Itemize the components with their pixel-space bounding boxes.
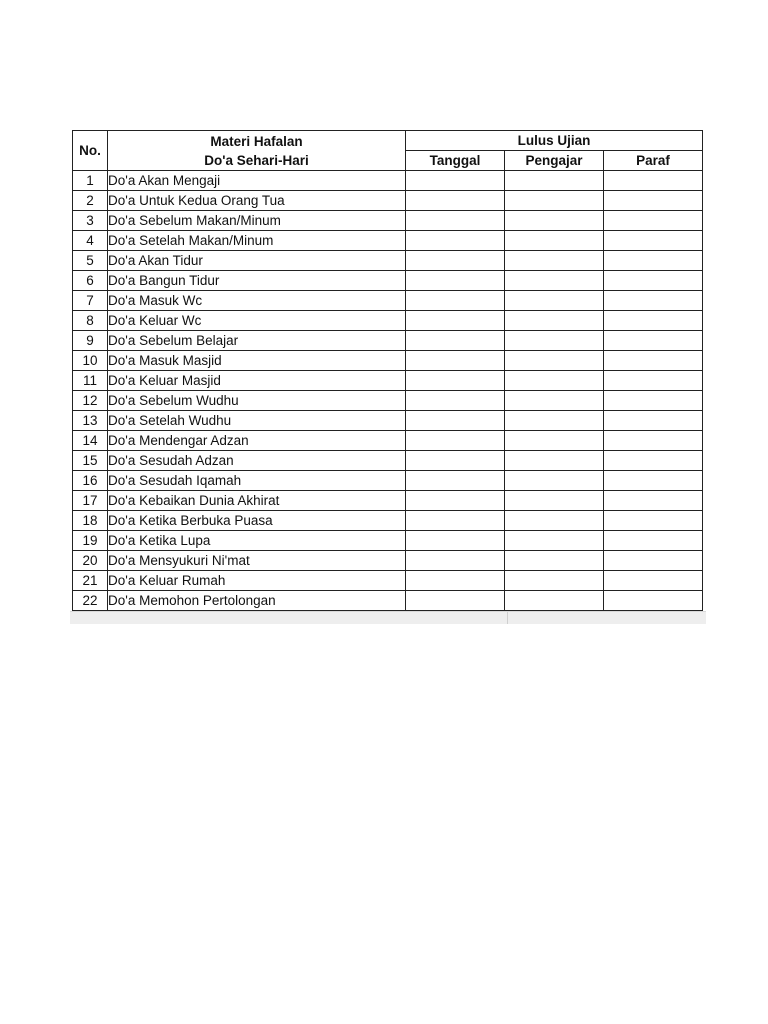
table-row	[73, 571, 703, 591]
row-number: 10	[73, 351, 108, 371]
row-materi: Do'a Sebelum Wudhu	[108, 391, 406, 411]
row-number: 19	[73, 531, 108, 551]
tanggal-cell	[406, 531, 505, 551]
row-number: 3	[73, 211, 108, 231]
table-row	[73, 391, 703, 411]
paraf-cell	[604, 591, 703, 611]
table-row	[73, 291, 703, 311]
table-row	[73, 591, 703, 611]
table-row	[73, 531, 703, 551]
tanggal-cell	[406, 391, 505, 411]
table-row	[73, 351, 703, 371]
tanggal-cell	[406, 251, 505, 271]
paraf-cell	[604, 551, 703, 571]
pengajar-cell	[505, 571, 604, 591]
pengajar-cell	[505, 511, 604, 531]
row-materi: Do'a Setelah Makan/Minum	[108, 231, 406, 251]
row-number: 15	[73, 451, 108, 471]
tanggal-cell	[406, 271, 505, 291]
pengajar-cell	[505, 251, 604, 271]
paraf-cell	[604, 291, 703, 311]
row-materi: Do'a Sesudah Adzan	[108, 451, 406, 471]
paraf-cell	[604, 431, 703, 451]
header-lulus-ujian: Lulus Ujian	[406, 131, 703, 151]
pengajar-cell	[505, 451, 604, 471]
table-row	[73, 271, 703, 291]
paraf-cell	[604, 511, 703, 531]
row-materi: Do'a Sesudah Iqamah	[108, 471, 406, 491]
tanggal-cell	[406, 451, 505, 471]
pengajar-cell	[505, 191, 604, 211]
paraf-cell	[604, 451, 703, 471]
row-number: 17	[73, 491, 108, 511]
pengajar-cell	[505, 411, 604, 431]
table-row	[73, 191, 703, 211]
table-header	[73, 131, 703, 171]
pengajar-cell	[505, 471, 604, 491]
table-row	[73, 251, 703, 271]
row-number: 16	[73, 471, 108, 491]
pengajar-cell	[505, 551, 604, 571]
memorization-sheet	[72, 130, 702, 611]
table-body	[73, 171, 703, 611]
row-materi: Do'a Keluar Masjid	[108, 371, 406, 391]
pengajar-cell	[505, 351, 604, 371]
row-materi: Do'a Masuk Masjid	[108, 351, 406, 371]
paraf-cell	[604, 531, 703, 551]
row-materi: Do'a Untuk Kedua Orang Tua	[108, 191, 406, 211]
row-materi: Do'a Setelah Wudhu	[108, 411, 406, 431]
table-row	[73, 511, 703, 531]
table-row	[73, 491, 703, 511]
pengajar-cell	[505, 491, 604, 511]
tanggal-cell	[406, 551, 505, 571]
hafalan-table	[72, 130, 703, 611]
row-number: 1	[73, 171, 108, 191]
pengajar-cell	[505, 531, 604, 551]
paraf-cell	[604, 171, 703, 191]
tanggal-cell	[406, 211, 505, 231]
pengajar-cell	[505, 231, 604, 251]
row-materi: Do'a Masuk Wc	[108, 291, 406, 311]
table-row	[73, 331, 703, 351]
row-materi: Do'a Kebaikan Dunia Akhirat	[108, 491, 406, 511]
pengajar-cell	[505, 371, 604, 391]
paraf-cell	[604, 371, 703, 391]
table-row	[73, 311, 703, 331]
table-row	[73, 411, 703, 431]
paraf-cell	[604, 191, 703, 211]
header-materi-line2: Do'a Sehari-Hari	[204, 152, 309, 168]
header-materi	[108, 131, 406, 171]
tanggal-cell	[406, 431, 505, 451]
pengajar-cell	[505, 211, 604, 231]
row-materi: Do'a Keluar Rumah	[108, 571, 406, 591]
paraf-cell	[604, 331, 703, 351]
tanggal-cell	[406, 511, 505, 531]
row-materi: Do'a Memohon Pertolongan	[108, 591, 406, 611]
header-tanggal: Tanggal	[406, 151, 505, 171]
row-materi: Do'a Mendengar Adzan	[108, 431, 406, 451]
row-materi: Do'a Ketika Berbuka Puasa	[108, 511, 406, 531]
tanggal-cell	[406, 171, 505, 191]
row-materi: Do'a Akan Mengaji	[108, 171, 406, 191]
paraf-cell	[604, 391, 703, 411]
paraf-cell	[604, 311, 703, 331]
footer-divider	[507, 612, 508, 624]
row-number: 18	[73, 511, 108, 531]
tanggal-cell	[406, 311, 505, 331]
row-materi: Do'a Bangun Tidur	[108, 271, 406, 291]
row-number: 13	[73, 411, 108, 431]
pengajar-cell	[505, 311, 604, 331]
tanggal-cell	[406, 351, 505, 371]
row-materi: Do'a Ketika Lupa	[108, 531, 406, 551]
header-paraf: Paraf	[604, 151, 703, 171]
row-number: 5	[73, 251, 108, 271]
tanggal-cell	[406, 491, 505, 511]
row-number: 4	[73, 231, 108, 251]
row-number: 12	[73, 391, 108, 411]
header-materi-line1: Materi Hafalan	[210, 133, 303, 149]
row-number: 21	[73, 571, 108, 591]
tanggal-cell	[406, 591, 505, 611]
paraf-cell	[604, 491, 703, 511]
row-materi: Do'a Mensyukuri Ni'mat	[108, 551, 406, 571]
pengajar-cell	[505, 391, 604, 411]
tanggal-cell	[406, 231, 505, 251]
tanggal-cell	[406, 471, 505, 491]
pengajar-cell	[505, 291, 604, 311]
pengajar-cell	[505, 271, 604, 291]
paraf-cell	[604, 251, 703, 271]
tanggal-cell	[406, 371, 505, 391]
paraf-cell	[604, 351, 703, 371]
paraf-cell	[604, 571, 703, 591]
pengajar-cell	[505, 171, 604, 191]
pengajar-cell	[505, 331, 604, 351]
paraf-cell	[604, 211, 703, 231]
table-row	[73, 371, 703, 391]
row-number: 2	[73, 191, 108, 211]
tanggal-cell	[406, 571, 505, 591]
tanggal-cell	[406, 411, 505, 431]
paraf-cell	[604, 471, 703, 491]
row-number: 14	[73, 431, 108, 451]
table-row	[73, 451, 703, 471]
table-row	[73, 171, 703, 191]
row-number: 6	[73, 271, 108, 291]
paraf-cell	[604, 271, 703, 291]
row-materi: Do'a Sebelum Makan/Minum	[108, 211, 406, 231]
paraf-cell	[604, 411, 703, 431]
tanggal-cell	[406, 191, 505, 211]
row-number: 7	[73, 291, 108, 311]
row-materi: Do'a Akan Tidur	[108, 251, 406, 271]
row-number: 11	[73, 371, 108, 391]
table-row	[73, 471, 703, 491]
tanggal-cell	[406, 331, 505, 351]
row-materi: Do'a Sebelum Belajar	[108, 331, 406, 351]
table-row	[73, 211, 703, 231]
row-number: 8	[73, 311, 108, 331]
pengajar-cell	[505, 431, 604, 451]
tanggal-cell	[406, 291, 505, 311]
pengajar-cell	[505, 591, 604, 611]
table-row	[73, 231, 703, 251]
table-row	[73, 551, 703, 571]
row-number: 22	[73, 591, 108, 611]
sheet-footer-strip	[70, 611, 706, 624]
row-materi: Do'a Keluar Wc	[108, 311, 406, 331]
header-pengajar: Pengajar	[505, 151, 604, 171]
header-no: No.	[73, 131, 108, 171]
table-row	[73, 431, 703, 451]
row-number: 20	[73, 551, 108, 571]
paraf-cell	[604, 231, 703, 251]
row-number: 9	[73, 331, 108, 351]
